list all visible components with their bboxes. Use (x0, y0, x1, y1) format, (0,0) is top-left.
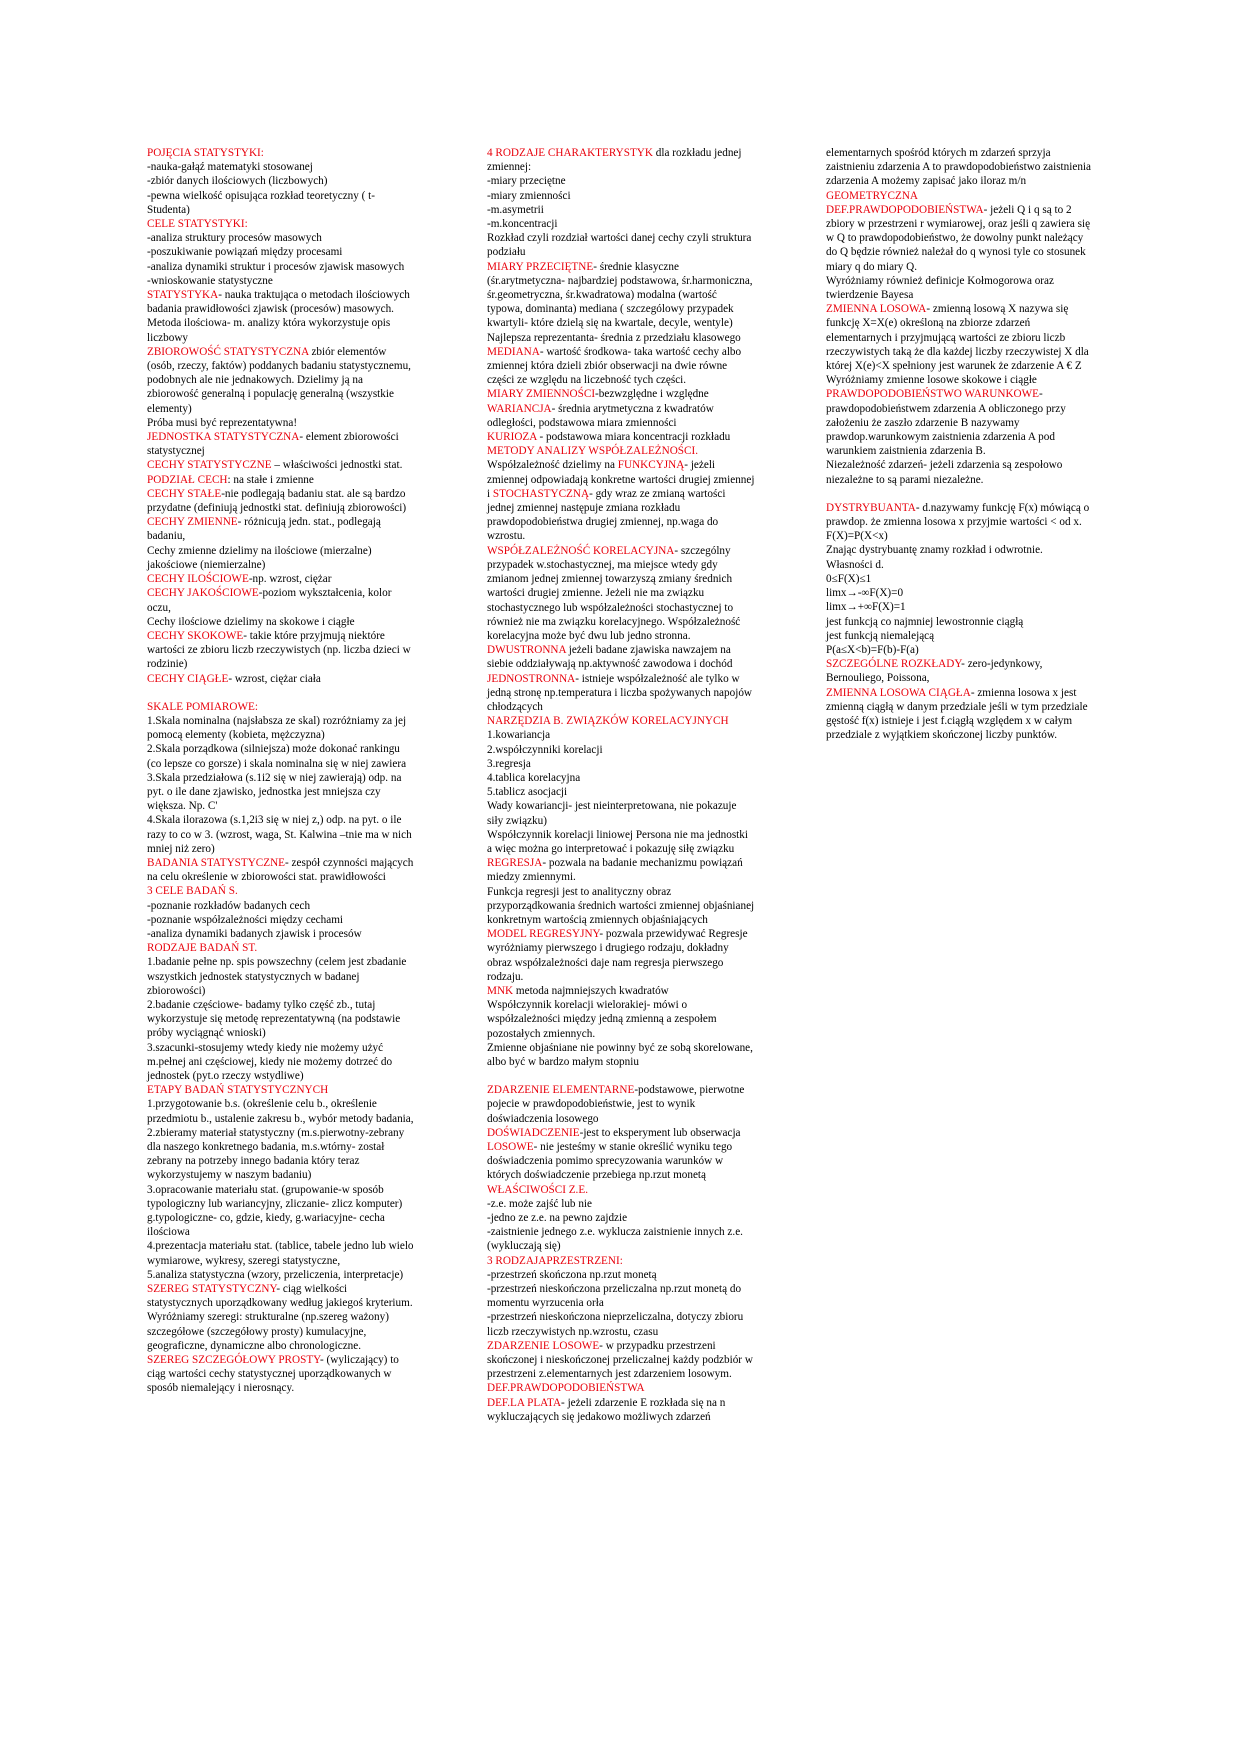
term-heading: CECHY STATYSTYCZNE (147, 459, 272, 472)
note-text: - ciąg wielkości statystycznych uporządkowany według jakiegoś kryterium. Wyróżniamy szeregi: strukturalne (np.szereg ważony) szczegółowe (szczegółowy prosty) kumulacyjne, geograficzne, dynamiczne albo chronologiczne. (147, 1283, 413, 1352)
note-paragraph (147, 174, 415, 188)
term-heading: GEOMETRYCZNA (826, 189, 918, 202)
note-text: - istnieje współzależność ale tylko w jedną stronę np.temperatura i liczba spożywanych napojów chłodzących (487, 672, 752, 713)
term-heading: WSPÓŁZALEŻNOŚĆ KORELACYJNA (487, 544, 675, 557)
term-heading: WARIANCJA (487, 402, 552, 415)
term-heading: CECHY CIĄGŁE (147, 672, 229, 685)
note-paragraph (826, 629, 1094, 643)
note-text: - zmienną losową X nazywa się funkcję X=X(e) określoną na zbiorze zdarzeń elementarnych i przyjmującą wartości ze zbioru liczb rzeczywistych taką że dla każdej liczby rzeczywistej X dla której X(e)<X spełniony jest warunek że zdarzenie A € Z (826, 303, 1089, 373)
note-paragraph (147, 955, 415, 998)
note-paragraph (147, 458, 415, 472)
note-text: - pozwala przewidywać Regresje wyróżniamy pierwszego i drugiego rodzaju, dokładny obraz współzależności daje nam regresja pierwszego rodzaju. (487, 928, 748, 983)
note-text: : na stałe i zmienne (227, 473, 314, 486)
note-text: -podstawowe, pierwotne pojecie w prawdopodobieństwie, jest to wynik doświadczenia losowego (487, 1084, 745, 1125)
note-paragraph (147, 572, 415, 586)
note-text: - pozwala na badanie mechanizmu powiązań miedzy zmiennymi. (487, 857, 743, 884)
term-heading: MIARY ZMIENNOŚCI (487, 388, 596, 401)
note-paragraph (147, 544, 415, 572)
note-paragraph (487, 1126, 755, 1140)
note-text: -poziom wykształcenia, kolor oczu, (147, 587, 392, 614)
note-text: -analiza struktury procesów masowych (147, 232, 322, 245)
note-paragraph (147, 998, 415, 1041)
note-paragraph (487, 1282, 755, 1310)
note-text: limx→+∞F(X)=1 (826, 601, 906, 614)
note-text: 2.Skala porządkowa (silniejsza) może dokonać rankingu (co lepsze co gorsze) i skala nominalna się w niej zawiera (147, 743, 407, 770)
term-heading: LOSOWE (487, 1141, 534, 1154)
note-text: -analiza dynamiki badanych zjawisk i procesów (147, 927, 362, 940)
term-heading: JEDNOSTRONNA (487, 672, 576, 685)
note-text: jest funkcją niemalejącą (826, 629, 935, 642)
note-text: Cechy zmienne dzielimy na ilościowe (mierzalne) jakościowe (niemierzalne) (147, 544, 372, 571)
note-paragraph (826, 686, 1094, 743)
term-heading: WŁAŚCIWOŚCI Z.E. (487, 1183, 588, 1196)
note-text: 1.przygotowanie b.s. (określenie celu b., określenie przedmiotu b., ustalenie zakresu b., wybór metody badania, (147, 1098, 414, 1125)
note-paragraph (826, 643, 1094, 657)
note-text: - wartość środkowa- taka wartość cechy albo zmiennej która dzieli zbiór obserwacji na dwie równe części ze względu na liczebność tych części. (487, 345, 742, 387)
note-paragraph (147, 515, 415, 543)
term-heading: DEF.PRAWDOPODOBIEŃSTWA (826, 203, 984, 216)
note-text: - szczególny przypadek w.stochastycznej, ma miejsce wtedy gdy zmianom jednej zmiennej towarzyszą zmiany średnich wartości drugiej zmienne. Jeżeli nie ma związku stochastycznego lub współzależności stochastycznej to również nie ma związku korelacyjnego. Współzależność korelacyjna może być dwu lub jedno stronna. (487, 544, 741, 642)
note-paragraph (487, 174, 755, 188)
term-heading: DWUSTRONNA (487, 644, 566, 657)
note-paragraph (487, 402, 755, 430)
note-paragraph (147, 1083, 415, 1097)
note-text: - (wyliczający) to ciąg wartości cechy statystycznej uporządkowanych w sposób niemalejący i nierosnący. (147, 1354, 399, 1395)
note-text: - różnicują jedn. stat., podlegają badaniu, (147, 516, 381, 543)
term-heading: CECHY SKOKOWE (147, 629, 244, 642)
note-paragraph (487, 1041, 755, 1069)
note-paragraph (147, 274, 415, 288)
note-text: - zmienna losowa x jest zmienną ciągłą w danym przedziale jeśli w tym przedziale gęstość f(x) istnieje i jest f.ciągłą względem x w całym przedziale z wyjątkiem skończonej liczby punktów. (826, 686, 1088, 742)
note-paragraph (487, 743, 755, 757)
note-paragraph (487, 331, 755, 345)
note-paragraph (147, 813, 415, 856)
note-paragraph (826, 302, 1094, 373)
term-heading: RODZAJE BADAŃ ST. (147, 942, 258, 955)
term-heading: MIARY PRZECIĘTNE (487, 260, 594, 273)
note-paragraph (487, 345, 755, 388)
note-text: 5.analiza statystyczna (wzory, przeliczenia, interpretacje) (147, 1268, 404, 1281)
term-heading: SZCZEGÓLNE ROZKŁADY (826, 658, 962, 671)
note-text: Znając dystrybuantę znamy rozkład i odwrotnie. (826, 544, 1043, 557)
note-text: Współczynnik korelacji wielorakiej- mówi o współzależności między jedną zmienną a zespołem pozostałych zmiennych. (487, 999, 717, 1040)
note-text: metoda najmniejszych kwadratów (513, 984, 669, 997)
paragraph-spacer (487, 1069, 755, 1083)
note-text: -m.asymetrii (487, 203, 544, 216)
note-text: Metoda ilościowa- m. analizy która wykorzystuje opis liczbowy (147, 317, 391, 344)
note-text: -przestrzeń nieskończona przeliczalna np.rzut monetą do momentu wyrzucenia orła (487, 1283, 742, 1310)
note-paragraph (487, 927, 755, 984)
note-paragraph (147, 260, 415, 274)
note-paragraph (147, 927, 415, 941)
term-heading: ZDARZENIE ELEMENTARNE (487, 1084, 635, 1097)
note-paragraph (487, 856, 755, 884)
note-text: -nauka-gałąź matematyki stosowanej (147, 161, 313, 174)
term-heading: SZEREG STATYSTYCZNY (147, 1283, 277, 1296)
note-paragraph (826, 543, 1094, 557)
note-paragraph (147, 700, 415, 714)
note-paragraph (487, 714, 755, 728)
note-paragraph (147, 416, 415, 430)
term-heading: ZDARZENIE LOSOWE (487, 1339, 600, 1352)
note-text: 0≤F(X)≤1 (826, 572, 872, 585)
note-paragraph (147, 487, 415, 515)
note-text: -poznanie współzależności między cechami (147, 913, 344, 926)
note-paragraph (826, 189, 1094, 203)
note-text: -bezwzględne i względne (595, 388, 709, 401)
paragraph-spacer (826, 487, 1094, 501)
note-text: Funkcja regresji jest to analityczny obraz przyporządkowania średnich wartości zmiennej objaśnianej konkretnym wartością zmiennych objaśniających (487, 885, 755, 926)
term-heading: METODY ANALIZY WSPÓŁZALEŻNOŚCI. (487, 445, 698, 458)
note-text: 2.współczynniki korelacji (487, 743, 603, 756)
note-paragraph (487, 998, 755, 1041)
note-paragraph (147, 473, 415, 487)
note-text: -przestrzeń skończona np.rzut monetą (487, 1268, 657, 1281)
note-paragraph (487, 885, 755, 928)
note-paragraph (147, 1353, 415, 1396)
note-text: 4.Skala ilorazowa (s.1,2i3 się w niej z,) odp. na pyt. o ile razy to co w 3. (wzrost, waga, St. Kalwina –tnie ma w nich mniej niż zero) (147, 814, 412, 855)
note-paragraph (487, 1211, 755, 1225)
note-text: -m.koncentracji (487, 218, 558, 231)
note-paragraph (826, 615, 1094, 629)
note-text: -jest to eksperyment lub obserwacja (579, 1126, 741, 1139)
note-text: – właściwości jednostki stat. (271, 459, 403, 472)
note-paragraph (147, 771, 415, 814)
note-paragraph (487, 444, 755, 458)
term-heading: CECHY STAŁE (147, 487, 222, 500)
note-text: -z.e. może zajść lub nie (487, 1197, 592, 1210)
note-text: 3.opracowanie materiału stat. (grupowanie-w sposób typologiczny lub wariancyjny, zliczanie- zlicz komputer) g.typologiczne- co, gdzie, kiedy, g.wariacyjne- cecha ilościowa (147, 1183, 403, 1239)
note-paragraph (147, 345, 415, 416)
note-text: -poznanie rozkładów badanych cech (147, 899, 311, 912)
note-paragraph (147, 714, 415, 742)
note-paragraph (487, 189, 755, 203)
note-paragraph (147, 899, 415, 913)
note-text: -przestrzeń nieskończona nieprzeliczalna, dotyczy zbioru liczb rzeczywistych np.wzrostu, czasu (487, 1311, 744, 1338)
note-paragraph (147, 1282, 415, 1353)
note-paragraph (147, 430, 415, 458)
note-text: -analiza dynamiki struktur i procesów zjawisk masowych (147, 260, 405, 273)
note-text: dla rozkładu jednej zmiennej: (487, 147, 742, 174)
note-paragraph (487, 1268, 755, 1282)
term-heading: MEDIANA (487, 345, 540, 358)
note-text: - wzrost, ciężar ciała (228, 672, 321, 685)
paragraph-spacer (147, 686, 415, 700)
note-paragraph (147, 856, 415, 884)
note-text: 2.badanie częściowe- badamy tylko część zb., tutaj wykorzystuje się metodę reprezentatywną (na podstawie próby wyciągnąć wnioski) (147, 998, 401, 1040)
note-paragraph (487, 458, 755, 543)
note-paragraph (487, 146, 755, 174)
note-text: jeżeli badane zjawiska nawzajem na siebie oddziaływają np.aktywność zawodowa i dochód (487, 644, 733, 671)
term-heading: CECHY ZMIENNE (147, 516, 238, 529)
note-paragraph (147, 217, 415, 231)
note-paragraph (487, 387, 755, 401)
note-text: jest funkcją co najmniej lewostronnie ciągłą (826, 615, 1024, 628)
note-text: - podstawowa miara koncentracji rozkładu (536, 431, 731, 444)
note-text: 3.regresja (487, 757, 531, 770)
note-paragraph (826, 373, 1094, 387)
note-text: Własności d. (826, 558, 884, 571)
note-paragraph (826, 146, 1094, 189)
note-paragraph (487, 544, 755, 643)
note-paragraph (487, 785, 755, 799)
note-text: - jeżeli Q i q są to 2 zbiory w przestrzeni r wymiarowej, oraz jeśli q zawiera się w Q to prawdopodobieństwo, że dowolny punkt należący do Q będzie również należał do q wynosi tyle co stosunek miary q do miary Q. (826, 203, 1091, 273)
note-paragraph (487, 1339, 755, 1382)
note-text: -jedno ze z.e. na pewno zajdzie (487, 1212, 628, 1225)
note-paragraph (147, 288, 415, 316)
note-paragraph (147, 189, 415, 217)
note-text: Cechy ilościowe dzielimy na skokowe i ciągłe (147, 615, 355, 628)
note-text: Współczynnik korelacji liniowej Persona nie ma jednostki a więc można go interpretować i pokazuję siłę związku (487, 828, 748, 855)
note-paragraph (487, 260, 755, 331)
note-paragraph (826, 501, 1094, 544)
note-text: -wnioskowanie statystyczne (147, 274, 273, 287)
note-text: -miary zmienności (487, 189, 571, 202)
note-text: - jeżeli zdarzenie E rozkłada się na n wykluczających się jedakowo możliwych zdarzeń (487, 1396, 726, 1423)
note-paragraph (147, 245, 415, 259)
note-paragraph (487, 1396, 755, 1424)
term-heading: ZMIENNA LOSOWA CIĄGŁA (826, 686, 971, 699)
term-heading: DEF.PRAWDOPODOBIEŃSTWA (487, 1382, 645, 1395)
note-paragraph (147, 615, 415, 629)
note-paragraph (147, 913, 415, 927)
note-text: - gdy wraz ze zmianą wartości jednej zmiennej następuje zmiana rozkładu prawdopodobieństwa drugiej zmiennej, np.waga do wzrostu. (487, 487, 726, 543)
note-text: 5.tablicz asocjacji (487, 786, 568, 799)
note-text: Wady kowariancji- jest nieinterpretowana, nie pokazuje siły związku) (487, 800, 737, 827)
term-heading: MODEL REGRESYJNY (487, 928, 600, 941)
note-text: - średnia arytmetyczna z kwadratów odległości, podstawowa miara zmienności (487, 402, 714, 429)
note-paragraph (826, 458, 1094, 486)
note-paragraph (487, 757, 755, 771)
term-heading: KURIOZA (487, 431, 537, 444)
note-paragraph (147, 1239, 415, 1267)
note-paragraph (487, 984, 755, 998)
term-heading: MNK (487, 984, 514, 997)
note-text: - nie jesteśmy w stanie określić wyniku tego doświadczenia pomimo sprecyzowania warunków w których doświadczenie przebiega np.rzut monetą (487, 1141, 733, 1182)
note-text: -np. wzrost, ciężar (248, 573, 332, 586)
note-paragraph (826, 274, 1094, 302)
note-text: 3.szacunki-stosujemy wtedy kiedy nie możemy użyć m.pełnej ani częściowej, kiedy nie możemy dotrzeć do jednostek (pyt.o rzeczy wstydliwe) (147, 1041, 393, 1082)
term-heading: REGRESJA (487, 857, 543, 870)
note-paragraph (147, 941, 415, 955)
note-text: -zbiór danych ilościowych (liczbowych) (147, 175, 328, 188)
text-column-2 (487, 146, 755, 1424)
term-heading: CELE STATYSTYKI: (147, 218, 248, 231)
note-text: 4.prezentacja materiału stat. (tablice, tabele jedno lub wielo wymiarowe, wykresy, szeregi statystyczne, (147, 1240, 414, 1267)
term-heading: ZMIENNA LOSOWA (826, 303, 927, 316)
note-text: Najlepsza reprezentanta- średnia z przedziału klasowego (487, 331, 741, 344)
note-paragraph (147, 1041, 415, 1084)
note-paragraph (487, 643, 755, 671)
term-heading: 3 RODZAJAPRZESTRZENI: (487, 1254, 623, 1267)
note-text: - zero-jedynkowy, Bernouliego, Poissona, (826, 658, 1043, 685)
term-heading: PRAWDOPODOBIEŃSTWO WARUNKOWE (826, 388, 1040, 401)
note-paragraph (487, 828, 755, 856)
note-text: -poszukiwanie powiązań między procesami (147, 246, 343, 259)
note-text: - w przypadku przestrzeni skończonej i nieskończonej przeliczalnej każdy podzbiór w przestrzeni z.elementarnych jest zdarzeniem losowym. (487, 1339, 753, 1381)
note-text: Niezależność zdarzeń- jeżeli zdarzenia są zespołowo niezależne to są parami niezależne. (826, 459, 1063, 486)
term-heading: NARZĘDZIA B. ZWIĄZKÓW KORELACYJNYCH (487, 715, 729, 728)
note-paragraph (487, 203, 755, 217)
note-paragraph (487, 1197, 755, 1211)
note-paragraph (487, 1083, 755, 1126)
note-text: - takie które przyjmują niektóre wartości ze zbioru liczb rzeczywistych (np. liczba dzieci w rodzinie) (147, 629, 411, 671)
note-paragraph (487, 771, 755, 785)
note-paragraph (147, 146, 415, 160)
note-paragraph (826, 586, 1094, 600)
note-paragraph (826, 600, 1094, 614)
term-heading: SKALE POMIAROWE: (147, 700, 258, 713)
note-paragraph (147, 1268, 415, 1282)
note-paragraph (826, 657, 1094, 685)
note-text: - prawdopodobieństwem zdarzenia A obliczonego przy założeniu że zaszło zdarzenie B nazywamy prawdop.warunkowym zaistnienia zdarzenia A pod warunkiem zaistnienia zdarzenia B. (826, 388, 1066, 458)
note-paragraph (487, 1140, 755, 1183)
note-text: elementarnych spośród których m zdarzeń sprzyja zaistnieniu zdarzenia A to prawdopodobieństwo zaistnienia zdarzenia A możemy zapisać jako iloraz m/n (826, 147, 1092, 188)
term-heading: BADANIA STATYSTYCZNE (147, 856, 286, 869)
note-text: zbiór elementów (osób, rzeczy, faktów) poddanych badaniu statystycznemu, podobnych ale nie jednakowych. Dzielimy ją na zbiorowość generalną i populację generalną (wszystkie elementy) (147, 345, 411, 415)
note-text: Współzależność dzielimy na (487, 459, 618, 472)
note-paragraph (147, 1183, 415, 1240)
note-paragraph (147, 1097, 415, 1125)
term-heading: SZEREG SZCZEGÓŁOWY PROSTY (147, 1354, 320, 1367)
note-paragraph (147, 231, 415, 245)
note-paragraph (826, 572, 1094, 586)
note-text: -miary przeciętne (487, 175, 566, 188)
term-heading: STATYSTYKA (147, 289, 219, 302)
note-text: Wyróżniamy zmienne losowe skokowe i ciągłe (826, 374, 1037, 387)
note-text: 1.badanie pełne np. spis powszechny (celem jest zbadanie wszystkich jednostek statystycznych w badanej zbiorowości) (147, 956, 407, 997)
note-text: Wyróżniamy również definicje Kołmogorowa oraz twierdzenie Bayesa (826, 274, 1054, 302)
note-paragraph (826, 387, 1094, 458)
note-paragraph (147, 1126, 415, 1183)
note-text: 2.zbieramy materiał statystyczny (m.s.pierwotny-zebrany dla naszego konkretnego badania, m.s.wtórny- został zebrany na potrzeby innego badania który teraz wykorzystujemy w naszym badaniu) (147, 1126, 405, 1182)
note-text: -pewna wielkość opisująca rozkład teoretyczny ( t-Studenta) (147, 189, 376, 216)
note-text: 1.Skala nominalna (najsłabsza ze skal) rozróżniamy za jej pomocą elementy (kobieta, mężczyzna) (147, 714, 407, 742)
note-text: -zaistnienie jednego z.e. wyklucza zaistnienie innych z.e. (wykluczają się) (487, 1226, 743, 1253)
note-paragraph (147, 742, 415, 770)
text-column-3 (826, 146, 1094, 742)
note-paragraph (826, 558, 1094, 572)
term-heading: CECHY ILOŚCIOWE (147, 573, 249, 586)
note-text: limx→-∞F(X)=0 (826, 587, 904, 600)
note-text: - nauka traktująca o metodach ilościowych badania prawidłowości zjawisk (procesów) masowych. (147, 289, 410, 316)
term-heading: POJĘCIA STATYSTYKI: (147, 147, 264, 159)
note-text: Próba musi być reprezentatywna! (147, 416, 298, 429)
note-paragraph (147, 884, 415, 898)
note-text: - średnie klasyczne (śr.arytmetyczna- najbardziej podstawowa, śr.harmoniczna, śr.geometryczna, śr.kwadratowa) modalna (wartość typowa, dominanta) mediana ( szczególowy przypadek kwartyli- które dzielą się na kwartale, decyle, wentyle) (487, 260, 753, 330)
note-text: Zmienne objaśniane nie powinny być ze sobą skorelowane, albo być w bardzo małym stopniu (487, 1041, 753, 1068)
note-text: 4.tablica korelacyjna (487, 771, 581, 784)
note-paragraph (487, 672, 755, 715)
term-heading: DEF.LA PLATA (487, 1396, 562, 1409)
term-heading: 4 RODZAJE CHARAKTERYSTYK (487, 147, 653, 159)
term-heading: 3 CELE BADAŃ S. (147, 885, 238, 898)
note-paragraph (487, 1381, 755, 1395)
note-paragraph (487, 430, 755, 444)
note-paragraph (487, 1225, 755, 1253)
term-heading: CECHY JAKOŚCIOWE (147, 587, 259, 600)
note-text: - d.nazywamy funkcję F(x) mówiącą o prawdop. że zmienna losowa x przyjmie wartości < od x. F(X)=P(X<x) (826, 501, 1090, 543)
note-text: P(a≤X<b)=F(b)-F(a) (826, 643, 919, 656)
note-paragraph (487, 1310, 755, 1338)
note-text: - zespół czynności mających na celu określenie w zbiorowości stat. prawidłowości (147, 856, 414, 884)
term-heading: DYSTRYBUANTA (826, 501, 916, 514)
note-paragraph (147, 672, 415, 686)
term-heading: ZBIOROWOŚĆ STATYSTYCZNA (147, 345, 309, 358)
note-paragraph (147, 586, 415, 614)
note-paragraph (487, 728, 755, 742)
note-text: -nie podlegają badaniu stat. ale są bardzo przydatne (definiują jednostki stat. definiują zbiorowości) (147, 487, 407, 515)
text-column-1 (147, 146, 415, 1396)
note-text: Rozkład czyli rozdział wartości danej cechy czyli struktura podziału (487, 232, 752, 259)
note-text: 3.Skala przedziałowa (s.1i2 się w niej zawierają) odp. na pyt. o ile dane zjawisko, jednostka jest mniejsza czy większa. Np. C' (147, 771, 402, 813)
term-heading: JEDNOSTKA STATYSTYCZNA (147, 431, 300, 444)
note-paragraph (487, 799, 755, 827)
note-paragraph (487, 1183, 755, 1197)
note-paragraph (487, 217, 755, 231)
note-text: - jeżeli zmiennej odpowiadają konkretne wartości drugiej zmiennej i (487, 459, 755, 500)
note-paragraph (487, 231, 755, 259)
note-paragraph (487, 1254, 755, 1268)
note-paragraph (147, 629, 415, 672)
term-heading: DOŚWIADCZENIE (487, 1126, 580, 1139)
note-paragraph (147, 160, 415, 174)
term-heading: PODZIAŁ CECH (147, 473, 228, 486)
note-text: - element zbiorowości statystycznej (147, 431, 399, 458)
term-heading: FUNKCYJNĄ (617, 459, 685, 472)
term-heading: STOCHASTYCZNĄ (492, 487, 590, 500)
note-paragraph (147, 316, 415, 344)
term-heading: ETAPY BADAŃ STATYSTYCZNYCH (147, 1084, 329, 1097)
note-text: 1.kowariancja (487, 729, 551, 742)
note-paragraph (826, 203, 1094, 274)
